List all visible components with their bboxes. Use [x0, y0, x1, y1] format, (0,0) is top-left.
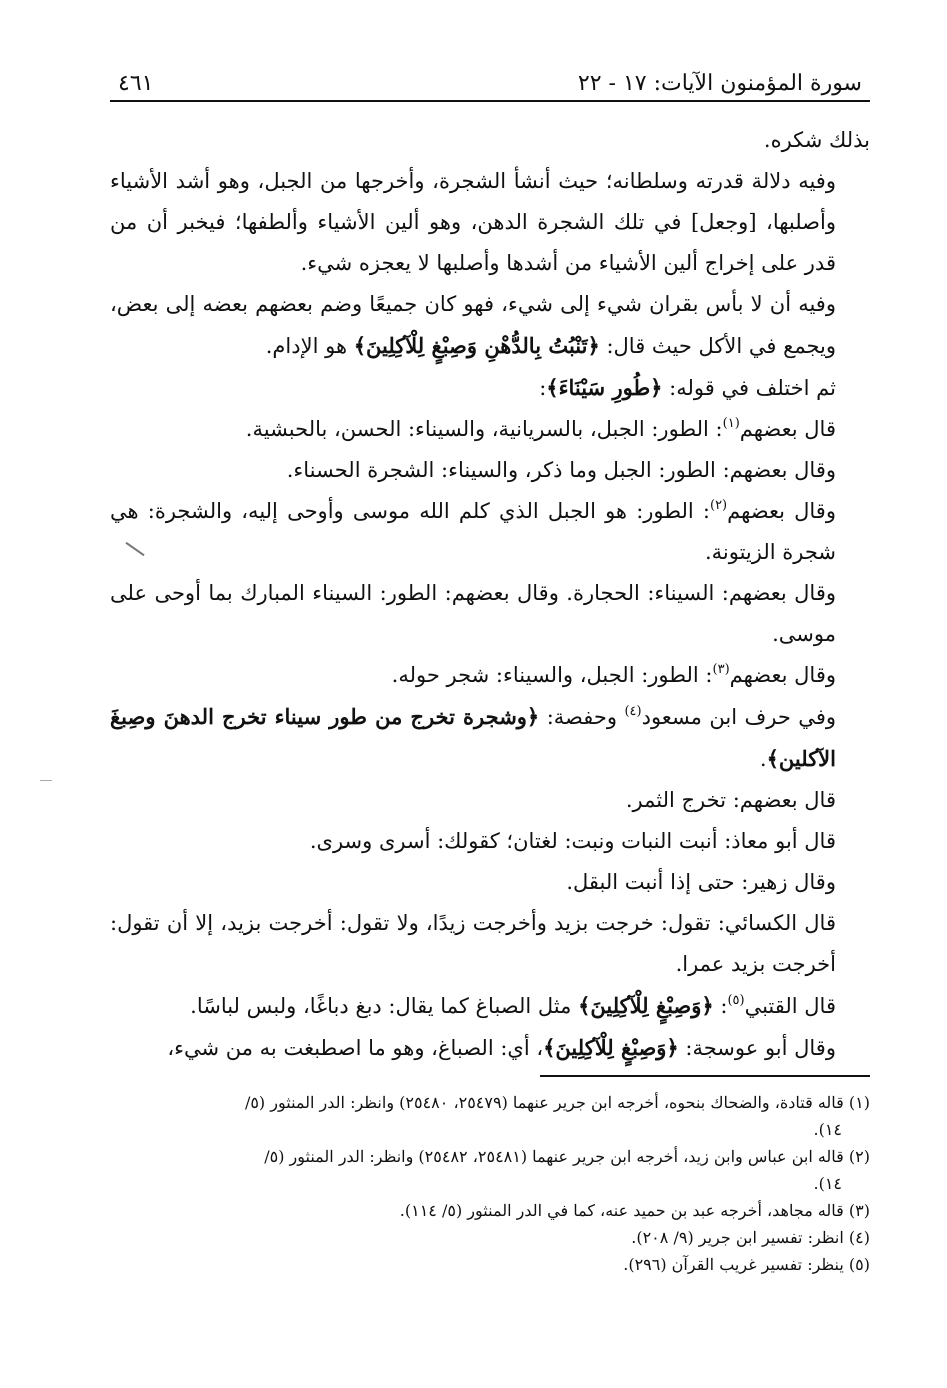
- quran-quote: ﴿تَنْبُتُ بِالدُّهْنِ وَصِبْغٍ لِلْآكِلِينَ﴾: [353, 333, 600, 358]
- text-run: وفيه أن لا بأس بقران شيء إلى شيء، فهو كان جميعًا وضم بعضهم بعضه إلى بعض، ويجمع في الأكل حيث قال:: [110, 292, 836, 358]
- paragraph: [110, 862, 870, 903]
- footnote-number: (٢): [843, 1147, 870, 1166]
- text-run: وفي حرف ابن مسعود: [641, 705, 836, 729]
- paragraph: [110, 409, 870, 450]
- text-run: قال القتبي: [744, 994, 836, 1018]
- text-run: قال الكسائي: تقول: خرجت بزيد وأخرجت زيدًا، ولا تقول: أخرجت بزيد، إلا أن تقول: أخرجت بزيد عمرا.: [110, 911, 836, 976]
- text-run: قال أبو معاذ: أنبت النبات ونبت: لغتان؛ كقولك: أسرى وسرى.: [309, 829, 836, 853]
- footnote-ref: (٤): [624, 704, 642, 719]
- footnote-text: انظر: تفسير ابن جرير (٩/ ٢٠٨).: [631, 1228, 844, 1247]
- footnote: [110, 1089, 870, 1116]
- footnote-ref: (٢): [709, 498, 728, 513]
- footnote-continuation: ١٤).: [813, 1174, 842, 1193]
- book-page: [110, 52, 870, 1278]
- quran-quote: ﴿طُورِ سَيْنَاءَ﴾: [546, 375, 663, 400]
- footnote-ref: (٥): [727, 993, 745, 1008]
- quran-quote: ﴿وشجرة تخرج من طور سيناء تخرج الدهنَ وصِبغَ الآكلين﴾: [110, 704, 836, 771]
- text-run: قال بعضهم: [739, 417, 836, 441]
- footnote-text: ينظر: تفسير غريب القرآن (٢٩٦).: [623, 1255, 844, 1274]
- page-header: [110, 52, 870, 102]
- text-run: وقال زهير: حتى إذا أنبت البقل.: [566, 870, 836, 894]
- text-run: : الطور: الجبل، بالسريانية، والسيناء: الحسن، بالحبشية.: [245, 417, 723, 441]
- footnote-number: (٥): [843, 1255, 870, 1274]
- paragraph: [110, 120, 870, 161]
- footnote-number: (١): [843, 1093, 870, 1112]
- text-run: :: [539, 376, 547, 400]
- text-run: وحفصة:: [539, 705, 625, 729]
- footnote-number: (٣): [843, 1201, 870, 1220]
- paragraph: [110, 821, 870, 862]
- text-run: وفيه دلالة قدرته وسلطانه؛ حيث أنشأ الشجرة، وأخرجها من الجبل، وهو أشد الأشياء وأصلبها، [وجعل] في تلك الشجرة الدهن، وهو ألين الأشياء وألطفها؛ فيخبر أن من قدر على إخراج ألين الأشياء من أشدها وأصلبها لا يعجزه شيء.: [110, 169, 836, 275]
- text-run: ثم اختلف في قوله:: [662, 376, 836, 400]
- footnotes: [110, 1089, 870, 1278]
- text-run: ، أي: الصباغ، وهو ما اصطبغت به من شيء،: [167, 1036, 544, 1060]
- footnote-separator: [540, 1075, 870, 1077]
- quran-quote: ﴿وَصِبْغٍ لِلْآكِلِينَ﴾: [578, 993, 714, 1018]
- text-run: مثل الصباغ كما يقال: دبغ دباغًا، ولبس لباسًا.: [190, 994, 579, 1018]
- paragraph: [110, 284, 870, 367]
- paragraph: [110, 450, 870, 491]
- paragraph: [110, 696, 870, 780]
- paragraph: [110, 903, 870, 985]
- paragraph: [110, 367, 870, 409]
- main-text: [110, 120, 870, 1069]
- paragraph: [110, 161, 870, 284]
- text-run: : الطور: هو الجبل الذي كلم الله موسى وأوحى إليه، والشجرة: هي شجرة الزيتونة.: [110, 499, 836, 564]
- text-run: هو الإدام.: [265, 334, 354, 358]
- footnote-text: قاله قتادة، والضحاك بنحوه، أخرجه ابن جرير عنهما (٢٥٤٧٩، ٢٥٤٨٠) وانظر: الدر المنثور (٥/: [244, 1093, 844, 1112]
- footnote-text: قاله ابن عباس وابن زيد، أخرجه ابن جرير عنهما (٢٥٤٨١، ٢٥٤٨٢) وانظر: الدر المنثور (٥/: [264, 1147, 844, 1166]
- text-run: وقال أبو عوسجة:: [678, 1036, 836, 1060]
- footnote-number: (٤): [843, 1228, 870, 1247]
- text-run: : الطور: الجبل، والسيناء: شجر حوله.: [391, 663, 713, 687]
- footnote-ref: (٣): [712, 662, 730, 677]
- footnote-text: قاله مجاهد، أخرجه عبد بن حميد عنه، كما في الدر المنثور (٥/ ١١٤).: [399, 1201, 844, 1220]
- paragraph: [110, 780, 870, 821]
- text-run: .: [759, 747, 767, 771]
- paragraph: [110, 985, 870, 1027]
- page-number: ٤٦١: [118, 71, 154, 96]
- paragraph: [110, 655, 870, 696]
- footnote: [110, 1224, 870, 1251]
- text-run: وقال بعضهم: الطور: الجبل وما ذكر، والسيناء: الشجرة الحسناء.: [286, 458, 836, 482]
- footnote: [110, 1143, 870, 1170]
- footnote: [110, 1251, 870, 1278]
- text-run: وقال بعضهم: السيناء: الحجارة. وقال بعضهم: الطور: السيناء المبارك بما أوحى على موسى.: [110, 581, 836, 646]
- running-title: سورة المؤمنون الآيات: ١٧ - ٢٢: [577, 71, 862, 96]
- quran-quote: ﴿وَصِبْغٍ لِلْآكِلِينَ﴾: [543, 1035, 679, 1060]
- footnote-ref: (١): [722, 416, 740, 431]
- text-run: وقال بعضهم: [729, 663, 836, 687]
- text-run: قال بعضهم: تخرج الثمر.: [625, 788, 836, 812]
- footnote: [110, 1197, 870, 1224]
- footnote-continuation: ١٤).: [813, 1120, 842, 1139]
- paragraph: [110, 491, 870, 573]
- scan-mark: [40, 780, 52, 781]
- text-run: وقال بعضهم: [727, 499, 836, 523]
- paragraph: [110, 573, 870, 655]
- text-run: بذلك شكره.: [763, 128, 870, 152]
- paragraph: [110, 1027, 870, 1069]
- text-run: :: [713, 994, 728, 1018]
